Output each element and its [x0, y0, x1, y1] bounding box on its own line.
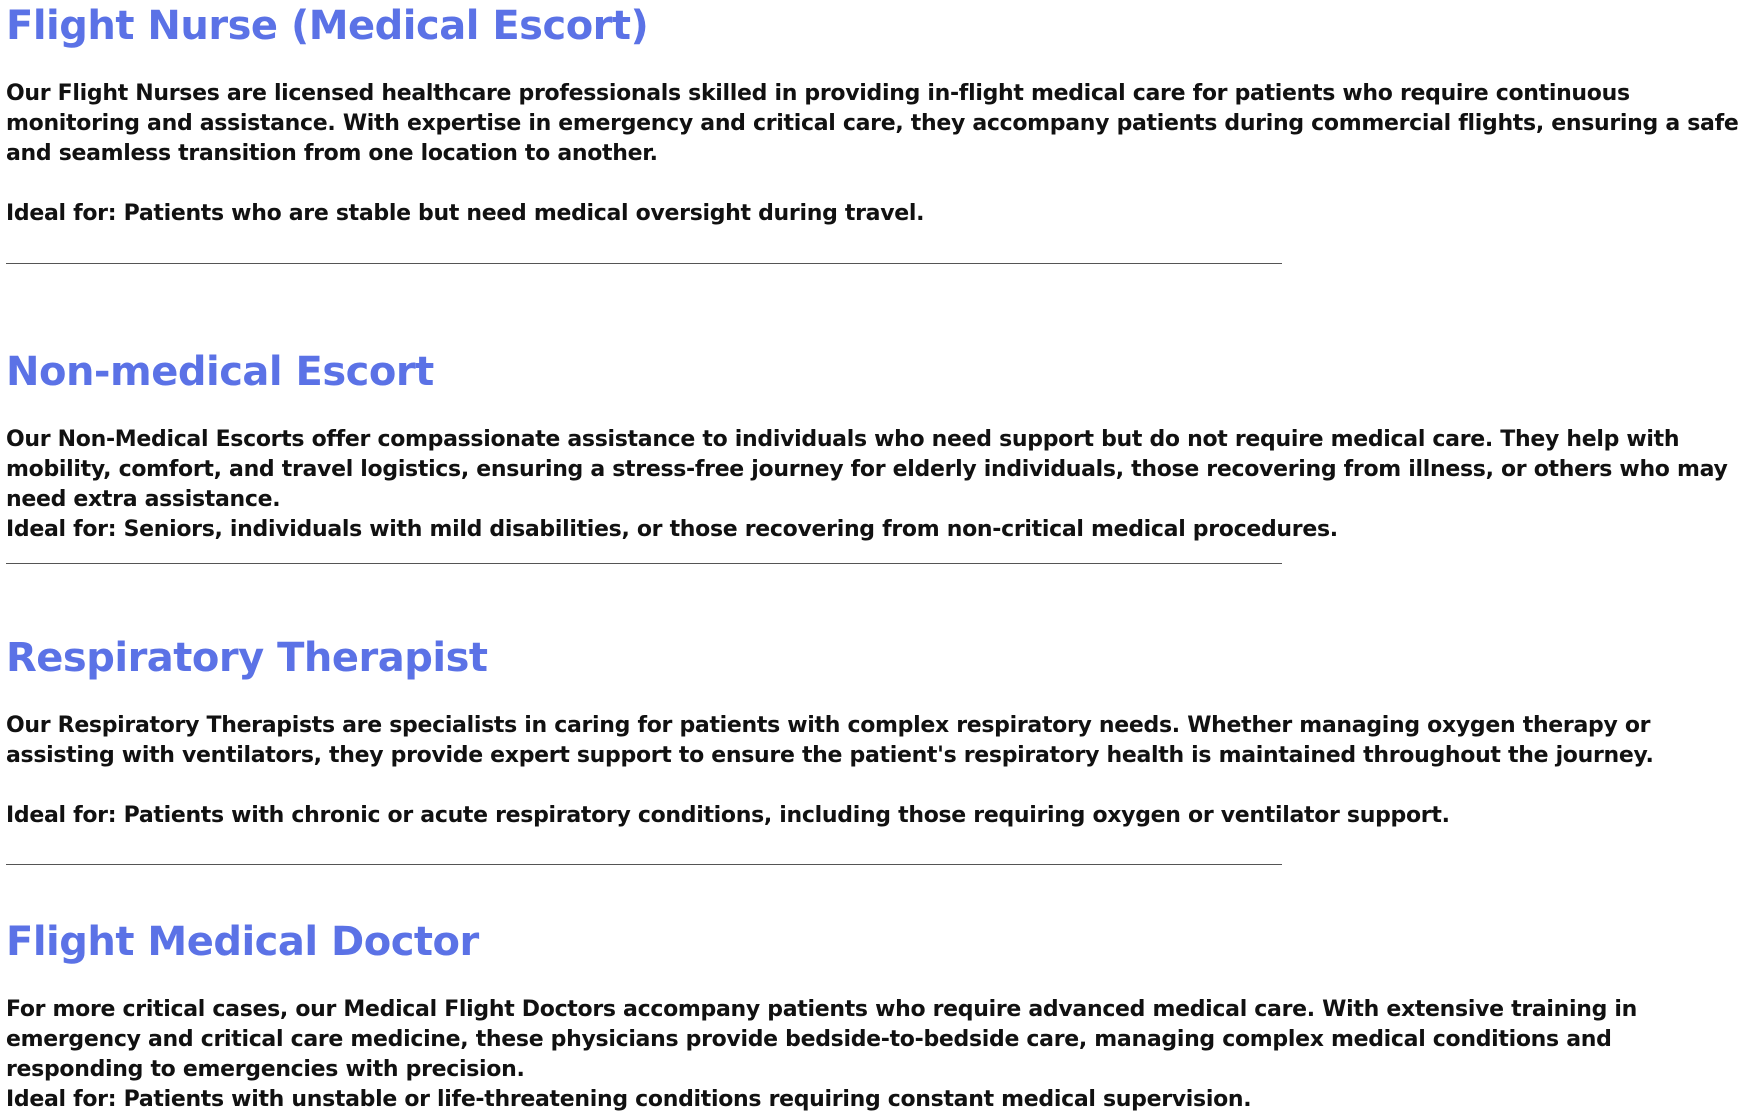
section-description: Our Non-Medical Escorts offer compassionate assistance to individuals who need support but do not require medical care. They help with mobility, comfort, and travel logistics, ensuring a stress-free journey for elderly individuals, those recovering from illness, or others who may need extra assistance.	[6, 427, 1728, 512]
service-section-flight-nurse	[6, 2, 1746, 226]
service-section-flight-medical-doctor	[6, 918, 1746, 1112]
service-section-respiratory-therapist	[6, 634, 1746, 828]
section-divider	[6, 563, 1282, 564]
section-ideal-for: Ideal for: Patients with chronic or acute respiratory conditions, including those requiring oxygen or ventilator support.	[6, 803, 1450, 828]
section-ideal-for: Ideal for: Seniors, individuals with mild disabilities, or those recovering from non-critical medical procedures.	[6, 517, 1338, 542]
section-description: Our Flight Nurses are licensed healthcare professionals skilled in providing in-flight medical care for patients who require continuous monitoring and assistance. With expertise in emergency and critical care, they accompany patients during commercial flights, ensuring a safe and seamless transition from one location to another.	[6, 81, 1739, 166]
section-divider	[6, 864, 1282, 865]
service-section-non-medical-escort	[6, 348, 1746, 542]
section-title: Flight Medical Doctor	[6, 919, 479, 965]
section-title: Non-medical Escort	[6, 349, 434, 395]
section-description: For more critical cases, our Medical Flight Doctors accompany patients who require advanced medical care. With extensive training in emergency and critical care medicine, these physicians provide bedside-to-bedside care, managing complex medical conditions and responding to emergencies with precision.	[6, 997, 1638, 1082]
section-title: Flight Nurse (Medical Escort)	[6, 3, 649, 49]
section-ideal-for: Ideal for: Patients with unstable or life-threatening conditions requiring constant medical supervision.	[6, 1087, 1252, 1112]
section-ideal-for: Ideal for: Patients who are stable but need medical oversight during travel.	[6, 201, 925, 226]
section-title: Respiratory Therapist	[6, 635, 488, 681]
section-divider	[6, 263, 1282, 264]
section-description: Our Respiratory Therapists are specialists in caring for patients with complex respiratory needs. Whether managing oxygen therapy or assisting with ventilators, they provide expert support to ensure the patient's respiratory health is maintained throughout the journey.	[6, 713, 1654, 768]
